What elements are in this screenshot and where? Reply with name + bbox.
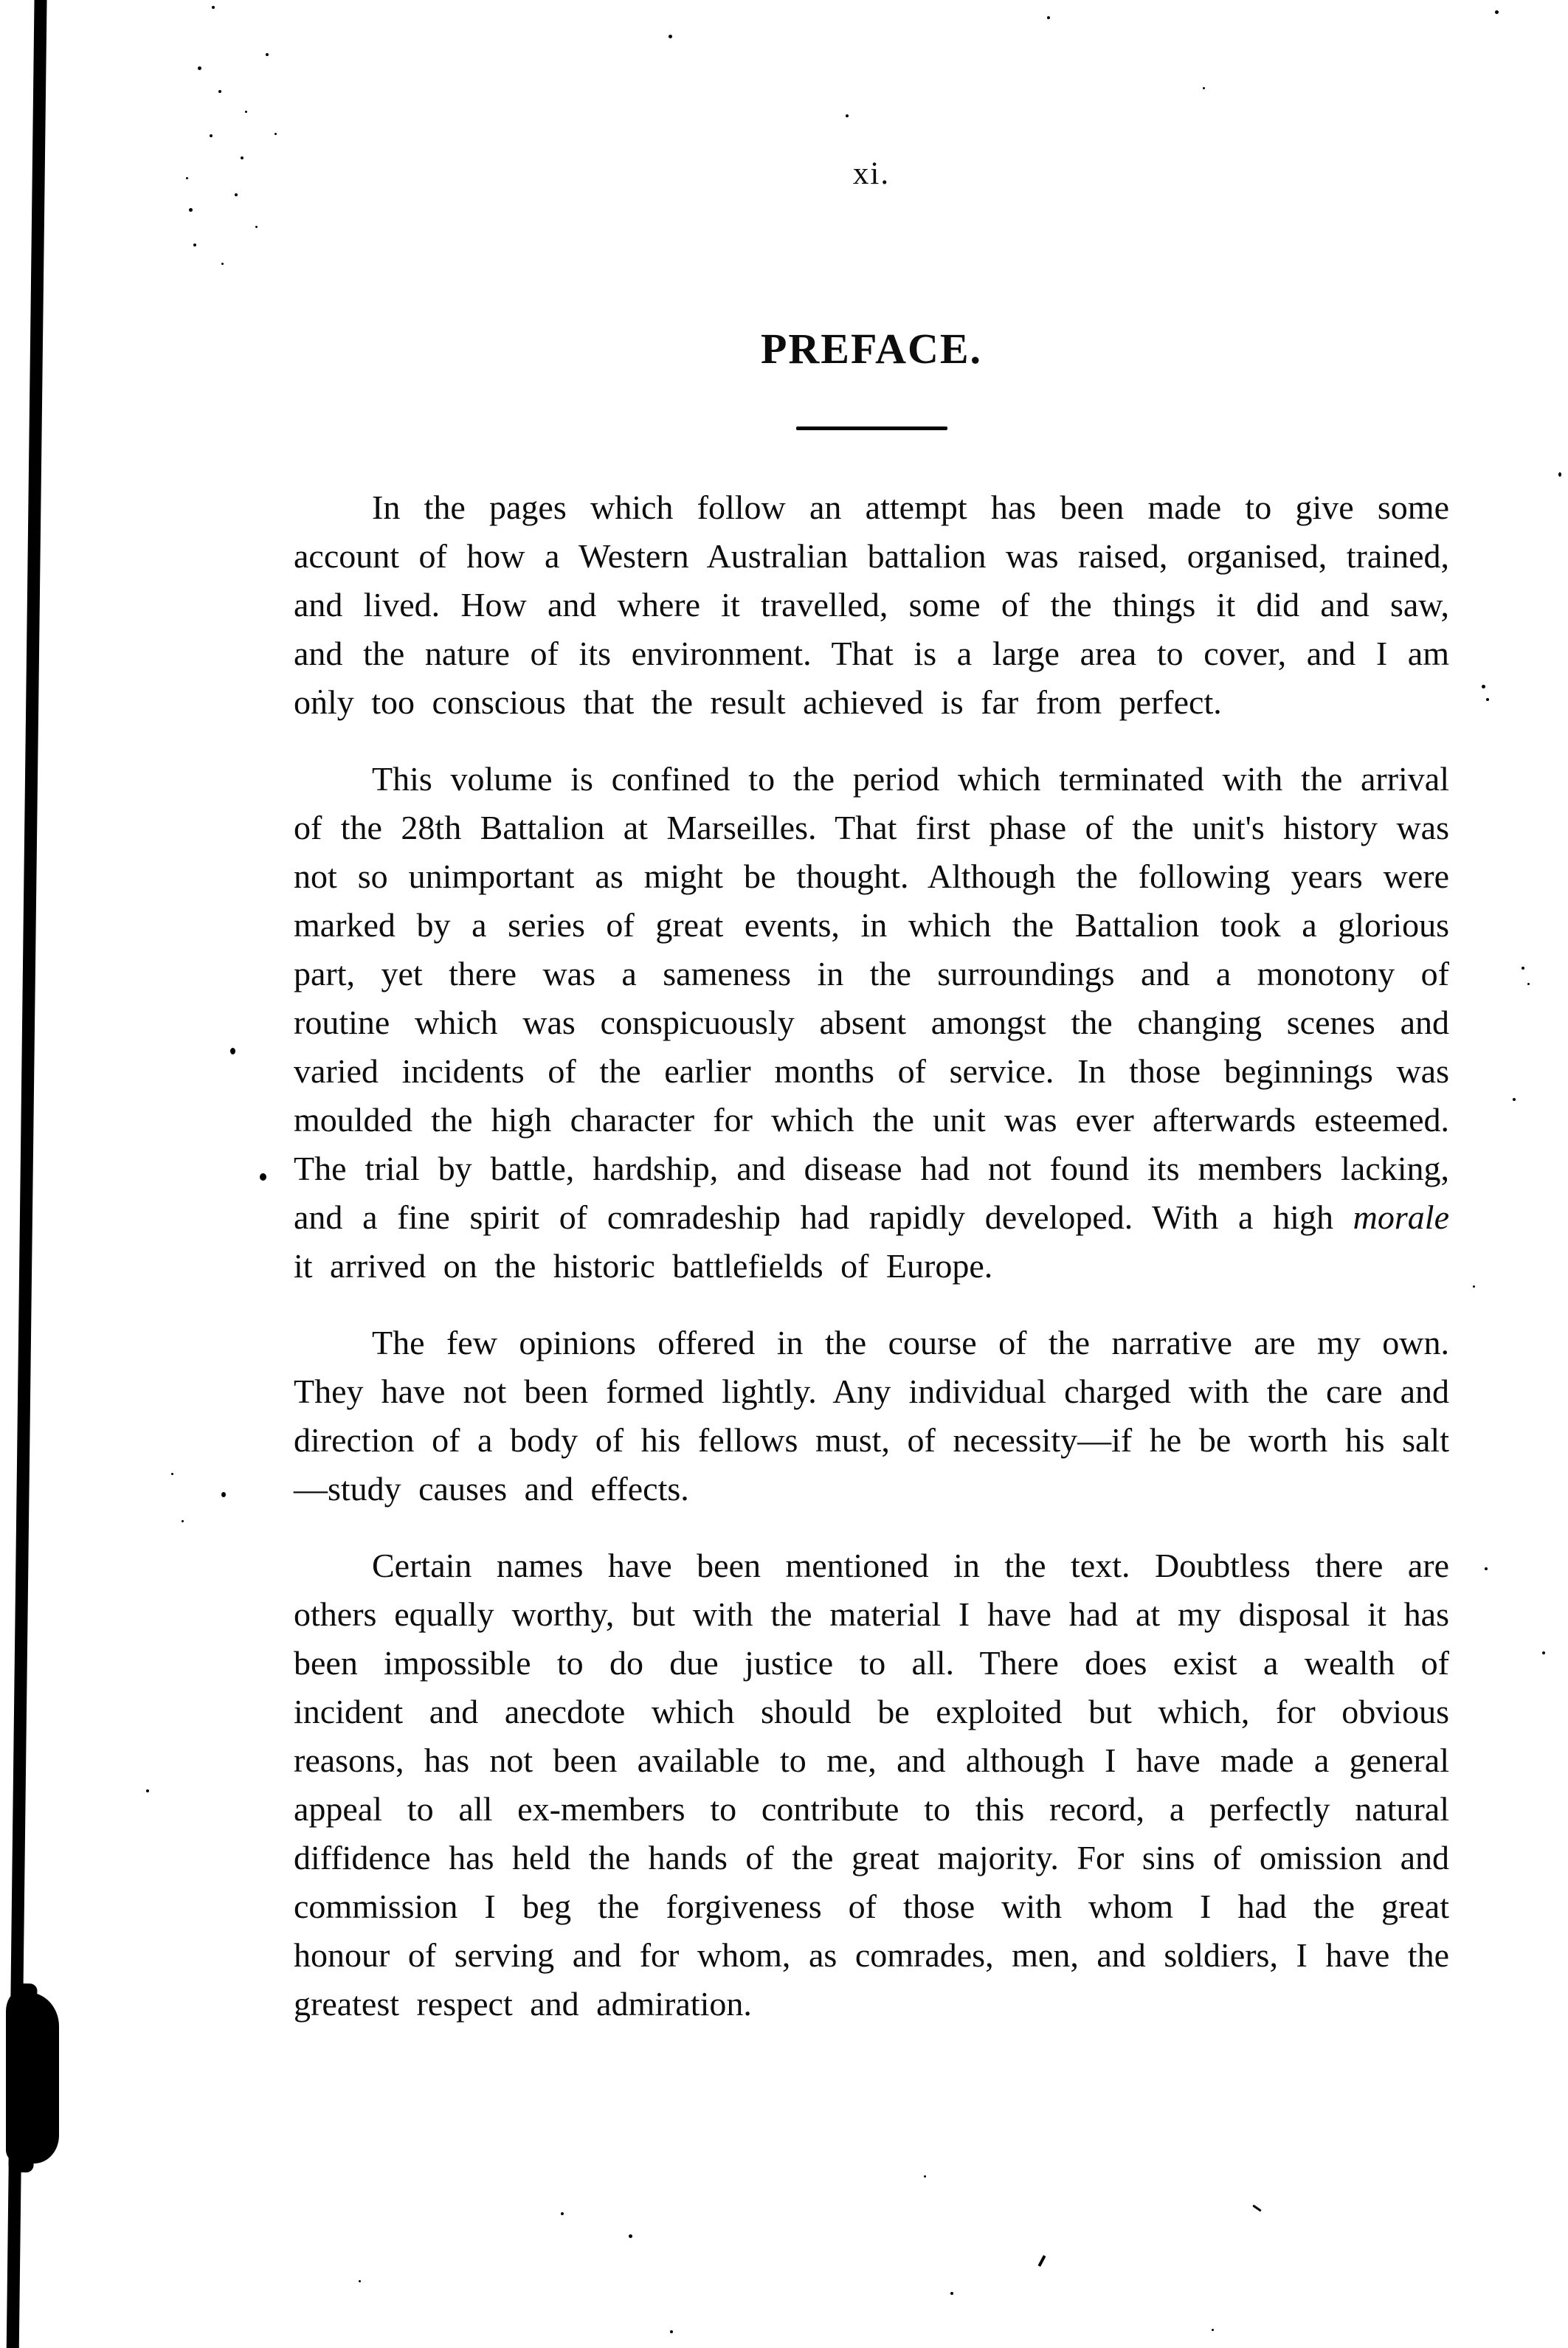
scan-speck (260, 1173, 266, 1181)
scan-speck (561, 2212, 564, 2215)
scan-speck (1203, 87, 1205, 89)
scan-speck (182, 1520, 184, 1522)
italic-word-morale: morale (1353, 1198, 1449, 1236)
scan-speck (235, 193, 238, 196)
scan-speck (218, 90, 221, 93)
scan-speck (193, 244, 196, 246)
scan-speck (212, 6, 215, 9)
scan-speck (1513, 1098, 1516, 1101)
paragraph-4 (294, 1541, 1449, 2028)
scan-speck (221, 263, 224, 265)
scan-speck (1047, 16, 1050, 19)
scan-speck (924, 2175, 926, 2178)
scan-speck (1495, 10, 1499, 14)
scan-speck (670, 2330, 673, 2333)
paragraph-1 (294, 483, 1449, 727)
scan-speck (1558, 472, 1561, 477)
scan-speck (1212, 2329, 1214, 2331)
scan-speck (210, 134, 213, 137)
scan-speck (1485, 1567, 1488, 1570)
scan-speck (1522, 967, 1524, 970)
paragraph-3-text: The few opinions offered in the course of the narrative are my own. They have not been formed lightly. Any individual charged with the care and direction of a body of his fellows must, of necessity—if he be worth his salt—study causes and effects. (294, 1324, 1449, 1508)
preface-heading: PREFACE. (760, 325, 983, 373)
scan-speck (1527, 983, 1530, 985)
paragraph-2-text-after: it arrived on the historic battlefields of Europe. (294, 1247, 993, 1285)
preface-body (294, 483, 1449, 2028)
scan-speck (189, 208, 193, 212)
page-number: xi. (852, 156, 891, 191)
scan-speck (1486, 698, 1489, 701)
scan-speck (1482, 685, 1485, 688)
scan-speck (266, 53, 269, 56)
scan-speck (274, 133, 277, 135)
scan-speck (146, 1789, 149, 1792)
scan-speck (1473, 1285, 1475, 1288)
scan-speck (359, 2280, 361, 2282)
scan-speck (1542, 1651, 1545, 1654)
scan-mark-slash (1252, 2205, 1261, 2212)
scan-speck (245, 111, 247, 113)
scan-speck (846, 114, 849, 117)
scan-mark-slash (1037, 2255, 1046, 2267)
scan-speck (669, 35, 672, 38)
scan-speck (950, 2292, 953, 2295)
scan-speck (255, 226, 258, 228)
scan-speck (186, 177, 188, 179)
scan-speck (221, 1492, 226, 1497)
paragraph-4-text: Certain names have been mentioned in the text. Doubtless there are others equally worthy, but with the material I have had at my disposal it has been impossible to do due justice to all. There does exist a wealth of incident and anecdote which should be exploited but which, for obvious reasons, has not been available to me, and although I have made a general appeal to all ex-members to contribute to this record, a perfectly natural diffidence has held the hands of the great majority. For sins of omission and commission I beg the forgiveness of those with whom I had the great honour of serving and for whom, as comrades, men, and soldiers, I have the greatest respect and admiration. (294, 1547, 1449, 2023)
scan-speck (230, 1048, 235, 1054)
paragraph-2-text-before: This volume is confined to the period which terminated with the arrival of the 28th Battalion at Marseilles. That first phase of the unit's history was not so unimportant as might be thought. Although the following years were marked by a series of great events, in which the Battalion took a glorious part, yet there was a sameness in the surroundings and a monotony of routine which was conspicuously absent amongst the changing scenes and varied incidents of the earlier months of service. In those beginnings was moulded the high character for which the unit was ever afterwards esteemed. The trial by battle, hardship, and disease had not found its members lacking, and a fine spirit of comradeship had rapidly developed. With a high (294, 760, 1449, 1236)
scan-speck (629, 2234, 632, 2238)
binding-ink-blob (6, 1992, 59, 2164)
scan-speck (171, 1473, 173, 1475)
paragraph-2 (294, 755, 1449, 1291)
paragraph-3 (294, 1319, 1449, 1513)
scan-speck (241, 156, 244, 159)
scan-speck (198, 66, 201, 70)
paragraph-1-text: In the pages which follow an attempt has been made to give some account of how a Western Australian battalion was raised, organised, trained, and lived. How and where it travelled, some of the things it did and saw, and the nature of its environment. That is a large area to cover, and I am only too conscious that the result achieved is far from perfect. (294, 488, 1449, 721)
heading-rule (796, 427, 947, 430)
text-block (294, 156, 1449, 2028)
